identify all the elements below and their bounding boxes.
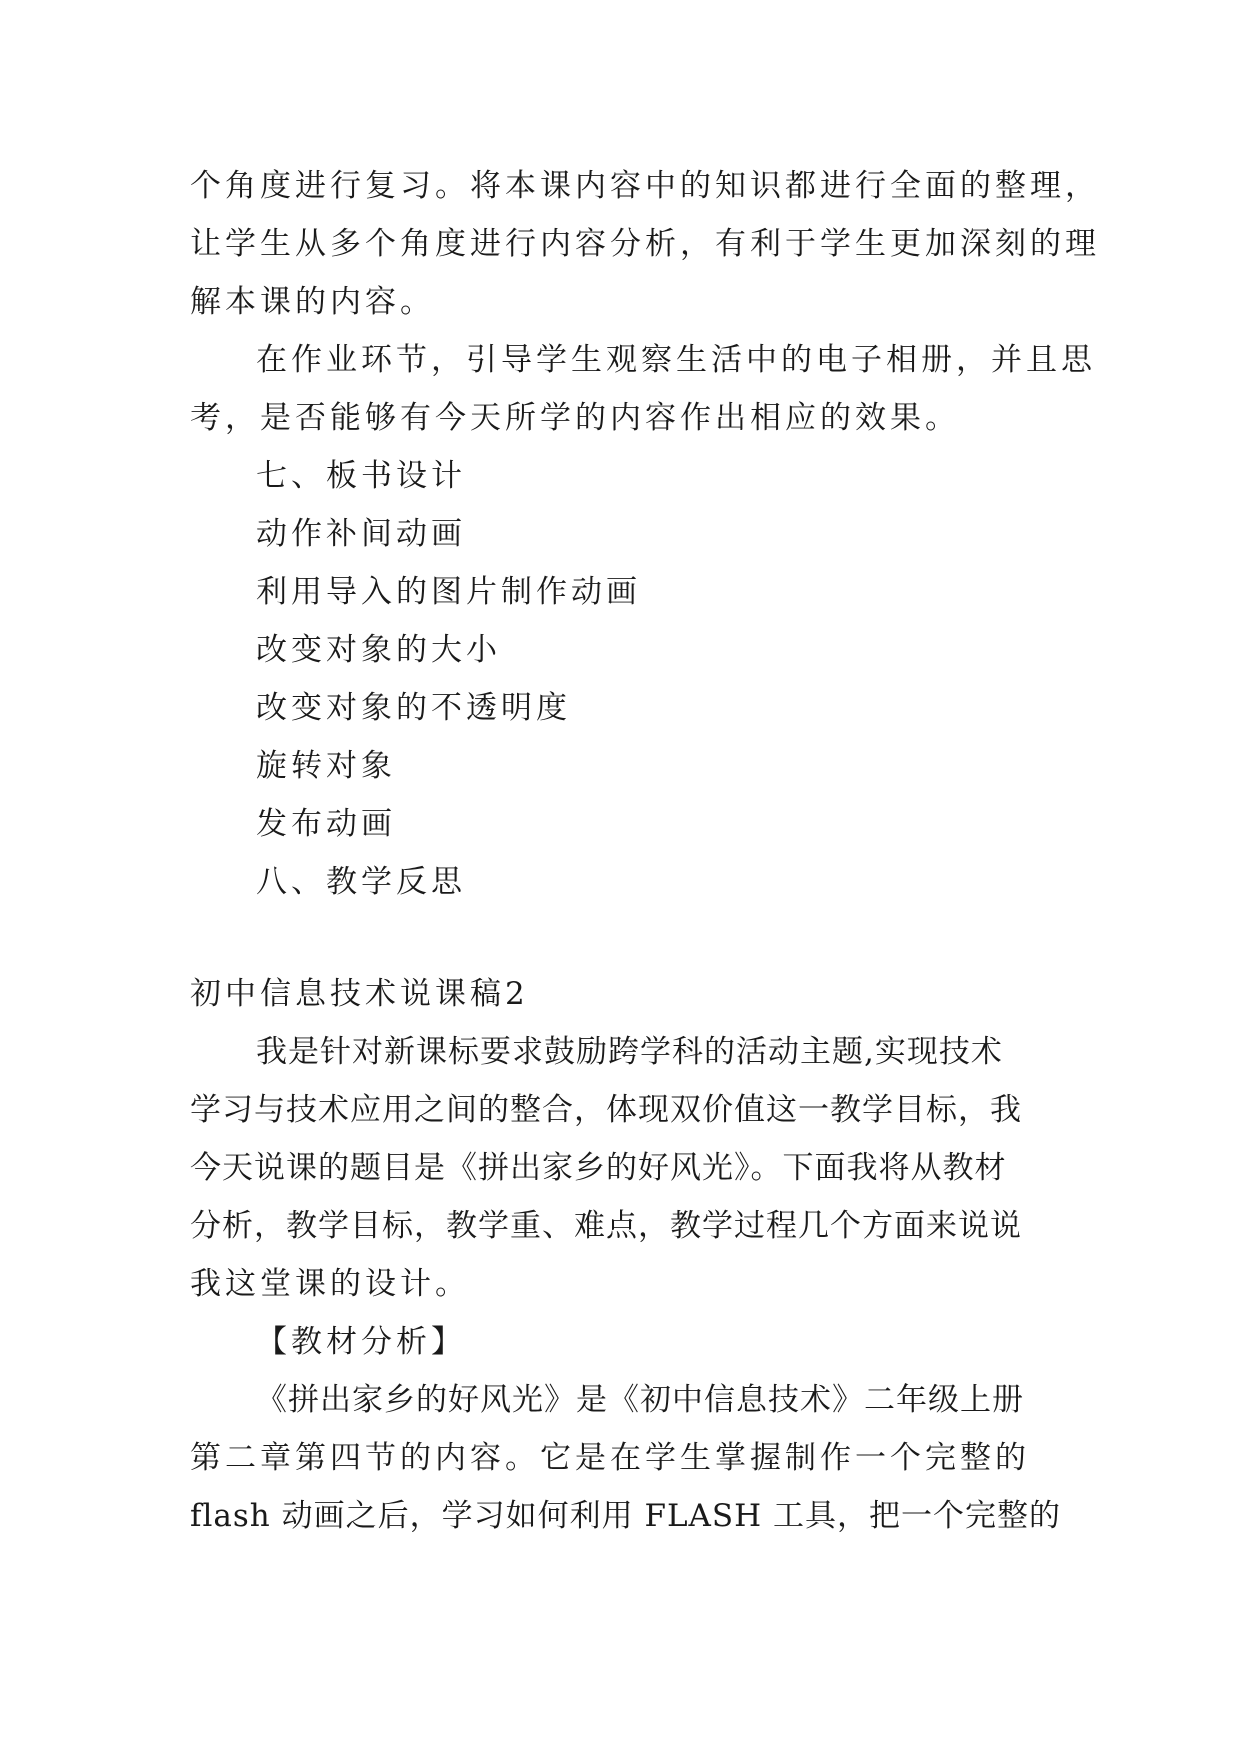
section-heading: 【教材分析】: [256, 1324, 466, 1360]
paragraph-line: 解本课的内容。: [190, 284, 435, 320]
paragraph-line: 学习与技术应用之间的整合，体现双价值这一教学目标，我: [190, 1092, 1022, 1128]
board-item: 改变对象的大小: [256, 632, 501, 668]
board-item: 利用导入的图片制作动画: [256, 574, 641, 610]
paragraph-line: 我这堂课的设计。: [190, 1266, 470, 1302]
paragraph-line: 考，是否能够有今天所学的内容作出相应的效果。: [190, 400, 960, 436]
board-item: 发布动画: [256, 806, 396, 842]
paragraph-line: flash 动画之后，学习如何利用 FLASH 工具，把一个完整的: [190, 1498, 1062, 1534]
document-title: 初中信息技术说课稿2: [190, 976, 529, 1012]
paragraph-line: 分析，教学目标，教学重、难点，教学过程几个方面来说说: [190, 1208, 1022, 1244]
paragraph-line: 《拼出家乡的好风光》是《初中信息技术》二年级上册: [256, 1382, 1024, 1418]
section-heading: 七、板书设计: [256, 458, 466, 494]
board-item: 旋转对象: [256, 748, 396, 784]
board-item: 动作补间动画: [256, 516, 466, 552]
paragraph-line: 我是针对新课标要求鼓励跨学科的活动主题,实现技术: [256, 1034, 1003, 1070]
paragraph-line: 个角度进行复习。将本课内容中的知识都进行全面的整理，: [190, 168, 1100, 204]
paragraph-line: 今天说课的题目是《拼出家乡的好风光》。下面我将从教材: [190, 1150, 1007, 1186]
paragraph-line: 让学生从多个角度进行内容分析，有利于学生更加深刻的理: [190, 226, 1100, 262]
paragraph-line: 第二章第四节的内容。它是在学生掌握制作一个完整的: [190, 1440, 1030, 1476]
board-item: 改变对象的不透明度: [256, 690, 571, 726]
paragraph-line: 在作业环节，引导学生观察生活中的电子相册，并且思: [256, 342, 1096, 378]
section-heading: 八、教学反思: [256, 864, 466, 900]
